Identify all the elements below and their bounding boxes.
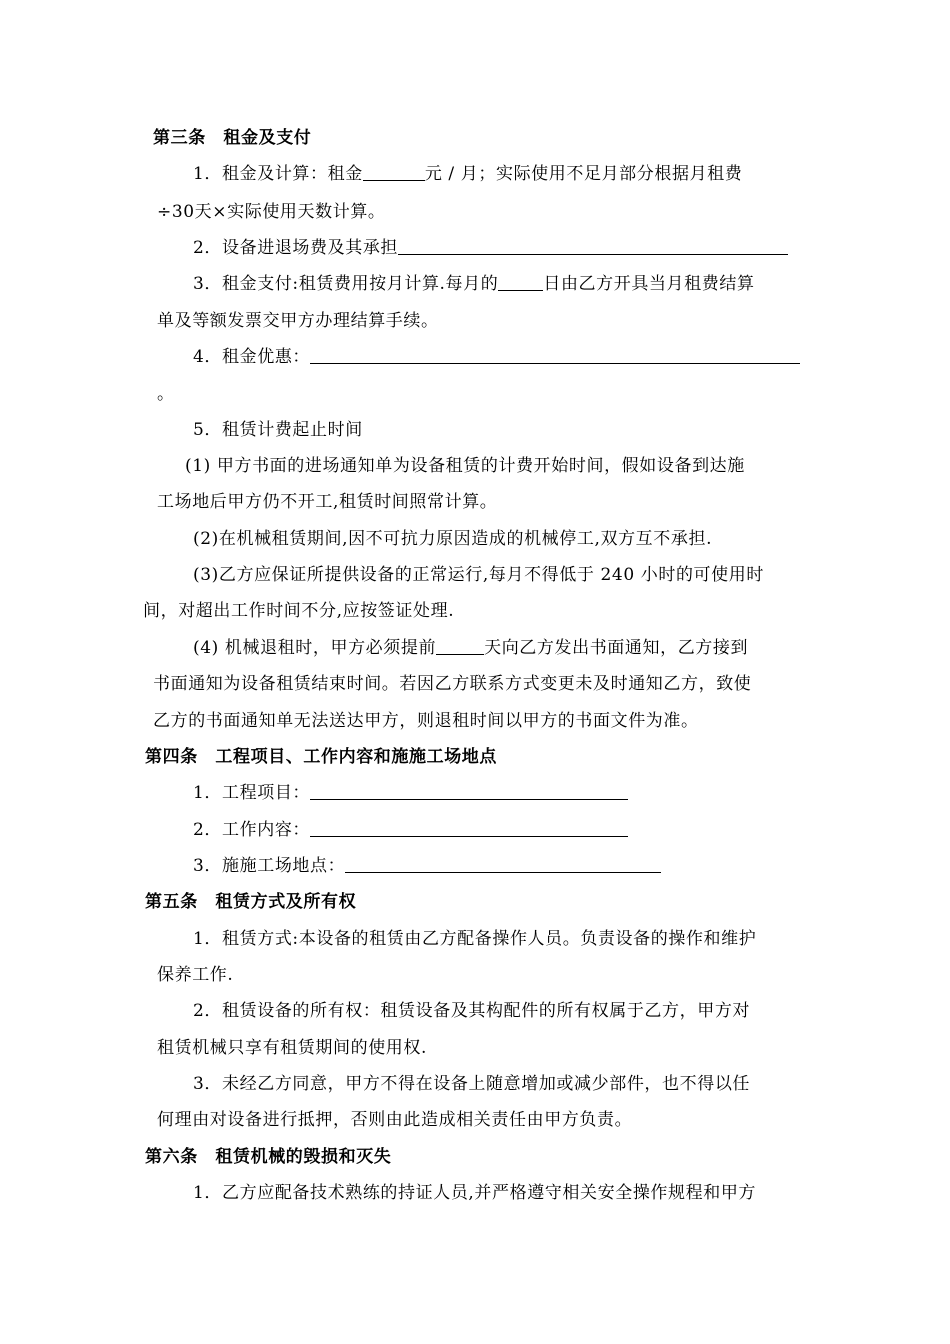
rent-discount-blank [310,345,800,364]
article-3-point-2: (2)在机械租赁期间,因不可抗力原因造成的机械停工,双方互不承担. [193,529,713,549]
article-3-point-4-line-2: 书面通知为设备租赁结束时间。若因乙方联系方式变更未及时通知乙方，致使 [153,674,752,694]
article-3-item-4: 4．租金优惠： [193,345,800,369]
article-5-item-3-line-2: 何理由对设备进行抵押，否则由此造成相关责任由甲方负责。 [157,1110,633,1130]
article-6-heading: 第六条 租赁机械的毁损和灭失 [145,1147,392,1167]
article-3-item-3-line-2: 单及等额发票交甲方办理结算手续。 [157,311,439,331]
article-4-item-2: 2．工作内容： [193,818,628,842]
article-4-item-1: 1．工程项目： [193,781,628,805]
article-3-point-1-line-2: 工场地后甲方仍不开工,租赁时间照常计算。 [157,492,498,512]
article-3-point-4-line-3: 乙方的书面通知单无法送达甲方，则退租时间以甲方的书面文件为准。 [153,711,699,731]
article-3-item-3-line-1: 3．租金支付:租赁费用按月计算.每月的 日由乙方开具当月租费结算 [193,274,755,294]
work-content-blank [310,818,628,837]
notice-days-blank [436,636,484,655]
article-5-item-3-line-1: 3．未经乙方同意，甲方不得在设备上随意增加或减少部件，也不得以任 [193,1074,751,1094]
site-location-blank [345,854,661,873]
article-3-item-1-line-2: ÷30天×实际使用天数计算。 [157,202,386,222]
article-3-item-5: 5．租赁计费起止时间 [193,420,363,440]
article-3-item-2: 2．设备进退场费及其承担 [193,236,788,260]
article-3-point-3-line-2: 间，对超出工作时间不分,应按签证处理. [143,601,455,621]
article-4-item-3: 3．施施工场地点： [193,854,661,878]
article-5-item-1-line-2: 保养工作. [157,965,234,985]
article-5-item-2-line-2: 租赁机械只享有租赁期间的使用权. [157,1038,428,1058]
article-5-item-1-line-1: 1．租赁方式:本设备的租赁由乙方配备操作人员。负责设备的操作和维护 [193,929,757,949]
article-4-heading: 第四条 工程项目、工作内容和施施工场地点 [145,747,497,767]
rent-amount-blank [363,162,425,181]
payment-day-blank [498,272,543,291]
project-name-blank [310,781,628,800]
article-3-point-3-line-1: (3)乙方应保证所提供设备的正常运行,每月不得低于 240 小时的可使用时 [193,565,764,585]
article-3-point-1-line-1: (1) 甲方书面的进场通知单为设备租赁的计费开始时间，假如设备到达施 [185,456,745,476]
article-5-heading: 第五条 租赁方式及所有权 [145,892,357,912]
article-6-item-1-line-1: 1．乙方应配备技术熟练的持证人员,并严格遵守相关安全操作规程和甲方 [193,1183,757,1203]
article-3-item-1-line-1: 1．租金及计算：租金 元 / 月；实际使用不足月部分根据月租费 [193,164,743,184]
article-3-heading: 第三条 租金及支付 [153,128,312,148]
article-3-item-4-end: 。 [157,384,175,404]
article-5-item-2-line-1: 2．租赁设备的所有权：租赁设备及其构配件的所有权属于乙方，甲方对 [193,1001,751,1021]
article-3-point-4-line-1: (4) 机械退租时，甲方必须提前 天向乙方发出书面通知，乙方接到 [193,638,749,658]
entry-exit-fee-blank [398,236,788,255]
